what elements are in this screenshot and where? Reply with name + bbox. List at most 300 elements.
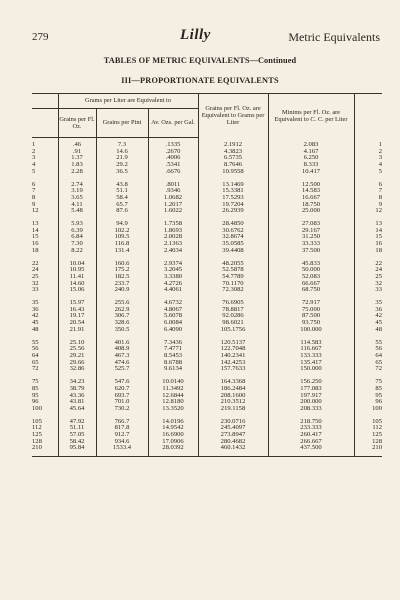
table-body (32, 138, 382, 457)
cell-minims-equiv: 6.250 (268, 155, 354, 162)
cell-grains-pint: 408.9 (96, 346, 148, 353)
cell-av-ozs-gal: .6676 (148, 169, 198, 176)
cell-grains-equiv: 140.2341 (198, 353, 268, 360)
blank-header-left (32, 94, 58, 109)
cell-grains-pint: 306.7 (96, 313, 148, 320)
row-number-left: 56 (32, 345, 39, 353)
cell-grains-fl-oz: 21.91 (58, 327, 96, 334)
cell-grains-pint: 328.6 (96, 320, 148, 327)
cell-minims-equiv: 177.083 (268, 386, 354, 393)
table-row (32, 169, 382, 176)
cell-grains-pint: 766.7 (96, 419, 148, 426)
cell-grains-pint: 160.6 (96, 261, 148, 268)
cell-grains-equiv: 219.1158 (198, 406, 268, 413)
cell-av-ozs-gal: 6.4090 (148, 327, 198, 334)
cell-minims-equiv: 200.000 (268, 399, 354, 406)
cell-grains-equiv: 122.7048 (198, 346, 268, 353)
cell-grains-pint: 1533.4 (96, 445, 148, 452)
table-row (32, 281, 382, 288)
table-row (32, 287, 382, 294)
cell-minims-equiv: 156.250 (268, 379, 354, 386)
cell-av-ozs-gal: 12.8180 (148, 399, 198, 406)
table-row (32, 234, 382, 241)
row-number-right: 18 (354, 248, 382, 255)
cell-minims-equiv: 29.167 (268, 228, 354, 235)
cell-grains-fl-oz: 3.19 (58, 188, 96, 195)
table-row (32, 195, 382, 202)
row-number-left: 105 (32, 417, 42, 425)
row-number-right: 64 (354, 353, 382, 360)
cell-grains-equiv: 78.8817 (198, 307, 268, 314)
cell-minims-equiv: 197.917 (268, 393, 354, 400)
bottom-cell (268, 452, 354, 457)
row-number-left: 35 (32, 299, 39, 307)
cell-minims-equiv: 266.667 (268, 439, 354, 446)
cell-grains-equiv: 72.3082 (198, 287, 268, 294)
cell-minims-equiv: 72.917 (268, 300, 354, 307)
cell-grains-fl-oz: 1.37 (58, 155, 96, 162)
cell-grains-pint: 175.2 (96, 267, 148, 274)
table-row (32, 399, 382, 406)
cell-minims-equiv: 25.000 (268, 208, 354, 215)
cell-grains-pint: 182.5 (96, 274, 148, 281)
cell-grains-fl-oz: 34.23 (58, 379, 96, 386)
cell-grains-fl-oz: 58.42 (58, 439, 96, 446)
cell-grains-fl-oz: 4.11 (58, 202, 96, 209)
cell-minims-equiv: 116.667 (268, 346, 354, 353)
table-row (32, 353, 382, 360)
cell-grains-pint: 474.6 (96, 360, 148, 367)
cell-minims-equiv: 12.500 (268, 182, 354, 189)
cell-minims-equiv: 45.833 (268, 261, 354, 268)
table-row (32, 228, 382, 235)
table-row (32, 241, 382, 248)
cell-minims-equiv: 27.083 (268, 221, 354, 228)
row-number-right: 42 (354, 313, 382, 320)
row-number-left: 85 (32, 384, 39, 392)
cell-av-ozs-gal: 9.6134 (148, 366, 198, 373)
row-number-right: 3 (354, 155, 382, 162)
cell-av-ozs-gal: .5341 (148, 162, 198, 169)
cell-grains-fl-oz: 19.17 (58, 313, 96, 320)
row-number-right: 1 (354, 142, 382, 149)
cell-grains-fl-oz: 29.21 (58, 353, 96, 360)
table-row (32, 202, 382, 209)
cell-grains-pint: 401.6 (96, 340, 148, 347)
row-number-left: 12 (32, 207, 39, 215)
cell-grains-pint: 620.7 (96, 386, 148, 393)
bottom-cell (198, 452, 268, 457)
cell-grains-equiv: 105.1756 (198, 327, 268, 334)
cell-grains-equiv: 157.7633 (198, 366, 268, 373)
cell-minims-equiv: 33.333 (268, 241, 354, 248)
row-number-right: 14 (354, 228, 382, 235)
cell-grains-equiv: 210.3512 (198, 399, 268, 406)
cell-grains-fl-oz: 8.22 (58, 248, 96, 255)
row-number-right: 100 (354, 406, 382, 413)
cell-grains-fl-oz: 51.11 (58, 425, 96, 432)
cell-grains-equiv: 35.0585 (198, 241, 268, 248)
cell-grains-pint: 43.8 (96, 182, 148, 189)
cell-av-ozs-gal: 5.6078 (148, 313, 198, 320)
cell-grains-equiv: 28.4850 (198, 221, 268, 228)
table-row (32, 162, 382, 169)
row-number-right: 8 (354, 195, 382, 202)
row-number-left: 16 (32, 240, 39, 248)
row-number-left: 128 (32, 437, 42, 445)
cell-av-ozs-gal: 4.4061 (148, 287, 198, 294)
table-row (32, 320, 382, 327)
cell-grains-fl-oz: 3.65 (58, 195, 96, 202)
cell-grains-fl-oz: 10.95 (58, 267, 96, 274)
blank-header-left-2 (32, 109, 58, 138)
cell-grains-equiv: 2.1912 (198, 142, 268, 149)
cell-grains-equiv: 6.5735 (198, 155, 268, 162)
cell-grains-equiv: 70.1170 (198, 281, 268, 288)
cell-minims-equiv: 66.667 (268, 281, 354, 288)
cell-av-ozs-gal: 7.3436 (148, 340, 198, 347)
cell-grains-fl-oz: 25.10 (58, 340, 96, 347)
cell-minims-equiv: 133.333 (268, 353, 354, 360)
cell-grains-equiv: 92.0286 (198, 313, 268, 320)
table-main-title: TABLES OF METRIC EQUIVALENTS—Continued (103, 56, 297, 65)
cell-minims-equiv: 14.583 (268, 188, 354, 195)
row-number-right: 9 (354, 202, 382, 209)
cell-grains-equiv: 8.7646 (198, 162, 268, 169)
cell-minims-equiv: 16.667 (268, 195, 354, 202)
cell-grains-pint: 116.8 (96, 241, 148, 248)
cell-av-ozs-gal: 4.2726 (148, 281, 198, 288)
cell-av-ozs-gal: 16.6900 (148, 432, 198, 439)
cell-grains-fl-oz: 14.60 (58, 281, 96, 288)
col-header-grains-pint: Grains per Pint (96, 109, 148, 138)
row-number-left: 100 (32, 404, 42, 412)
cell-av-ozs-gal: 2.9374 (148, 261, 198, 268)
table-row (32, 307, 382, 314)
row-number-right: 12 (354, 208, 382, 215)
cell-grains-pint: 233.7 (96, 281, 148, 288)
cell-grains-pint: 817.8 (96, 425, 148, 432)
table-row (32, 366, 382, 373)
row-number-left: 125 (32, 431, 42, 439)
cell-grains-equiv: 208.1600 (198, 393, 268, 400)
cell-grains-equiv: 10.9558 (198, 169, 268, 176)
bottom-cell (32, 452, 58, 457)
table-row (32, 188, 382, 195)
cell-grains-fl-oz: 5.48 (58, 208, 96, 215)
col-header-av-ozs-gal: Av. Ozs. per Gal. (148, 109, 198, 138)
row-number-left: 65 (32, 358, 39, 366)
row-number-right: 2 (354, 149, 382, 156)
cell-av-ozs-gal: .4006 (148, 155, 198, 162)
table-row (32, 379, 382, 386)
cell-grains-pint: 730.2 (96, 406, 148, 413)
table-row (32, 149, 382, 156)
cell-grains-pint: 912.7 (96, 432, 148, 439)
cell-av-ozs-gal: 1.2017 (148, 202, 198, 209)
table-row (32, 300, 382, 307)
cell-grains-equiv: 30.6762 (198, 228, 268, 235)
row-number-left: 72 (32, 365, 39, 373)
cell-av-ozs-gal: 2.1363 (148, 241, 198, 248)
cell-grains-fl-oz: 11.41 (58, 274, 96, 281)
cell-minims-equiv: 93.750 (268, 320, 354, 327)
table-row (32, 248, 382, 255)
row-number-left: 55 (32, 338, 39, 346)
cell-grains-equiv: 280.4682 (198, 439, 268, 446)
cell-grains-pint: 240.9 (96, 287, 148, 294)
cell-grains-equiv: 4.3823 (198, 149, 268, 156)
row-number-left: 6 (32, 180, 36, 188)
cell-grains-equiv: 54.7789 (198, 274, 268, 281)
cell-av-ozs-gal: .8011 (148, 182, 198, 189)
table-row (32, 208, 382, 215)
cell-grains-fl-oz: 95.84 (58, 445, 96, 452)
cell-av-ozs-gal: 4.8067 (148, 307, 198, 314)
row-number-left: 36 (32, 305, 39, 313)
cell-grains-equiv: 230.0716 (198, 419, 268, 426)
row-number-right: 7 (354, 188, 382, 195)
row-number-left: 45 (32, 319, 39, 327)
cell-grains-fl-oz: 29.66 (58, 360, 96, 367)
cell-grains-pint: 255.6 (96, 300, 148, 307)
cell-minims-equiv: 18.750 (268, 202, 354, 209)
row-number-left: 75 (32, 378, 39, 386)
row-number-right: 125 (354, 432, 382, 439)
cell-grains-fl-oz: 32.86 (58, 366, 96, 373)
bottom-cell (354, 452, 382, 457)
table-row (32, 274, 382, 281)
cell-grains-fl-oz: .91 (58, 149, 96, 156)
row-number-right: 16 (354, 241, 382, 248)
cell-grains-equiv: 48.2055 (198, 261, 268, 268)
cell-grains-fl-oz: 43.36 (58, 393, 96, 400)
cell-minims-equiv: 135.417 (268, 360, 354, 367)
row-number-left: 4 (32, 161, 36, 169)
table-bottom-rule (32, 452, 382, 457)
row-number-right: 75 (354, 379, 382, 386)
table-row (32, 439, 382, 446)
cell-grains-pint: 87.6 (96, 208, 148, 215)
cell-grains-pint: 94.9 (96, 221, 148, 228)
cell-av-ozs-gal: 3.2045 (148, 267, 198, 274)
cell-grains-equiv: 98.6021 (198, 320, 268, 327)
cell-grains-equiv: 32.8674 (198, 234, 268, 241)
table-row (32, 327, 382, 334)
cell-minims-equiv: 150.000 (268, 366, 354, 373)
row-number-left: 24 (32, 266, 39, 274)
row-number-right: 5 (354, 169, 382, 176)
col-header-grains-equiv: Grains per Fl. Oz. are Equivalent to Grams per Liter (198, 94, 268, 138)
cell-grains-equiv: 15.3381 (198, 188, 268, 195)
row-number-right: 33 (354, 287, 382, 294)
cell-minims-equiv: 2.083 (268, 142, 354, 149)
equivalents-table (32, 93, 382, 457)
cell-minims-equiv: 75.000 (268, 307, 354, 314)
cell-av-ozs-gal: .1335 (148, 142, 198, 149)
table-row (32, 445, 382, 452)
cell-av-ozs-gal: 14.9542 (148, 425, 198, 432)
cell-grains-pint: 547.6 (96, 379, 148, 386)
cell-grains-fl-oz: 45.64 (58, 406, 96, 413)
cell-grains-pint: 350.5 (96, 327, 148, 334)
cell-grains-pint: 58.4 (96, 195, 148, 202)
row-number-left: 14 (32, 226, 39, 234)
cell-grains-fl-oz: 16.43 (58, 307, 96, 314)
row-number-right: 128 (354, 439, 382, 446)
cell-grains-equiv: 460.1432 (198, 445, 268, 452)
row-number-right: 24 (354, 267, 382, 274)
cell-grains-equiv: 19.7204 (198, 202, 268, 209)
row-number-left: 32 (32, 279, 39, 287)
cell-grains-pint: 21.9 (96, 155, 148, 162)
cell-av-ozs-gal: .9346 (148, 188, 198, 195)
row-number-right: 96 (354, 399, 382, 406)
cell-av-ozs-gal: 17.0906 (148, 439, 198, 446)
row-number-right: 95 (354, 393, 382, 400)
row-number-left: 7 (32, 187, 36, 195)
table-row (32, 182, 382, 189)
cell-grains-equiv: 26.2939 (198, 208, 268, 215)
row-number-right: 56 (354, 346, 382, 353)
cell-av-ozs-gal: 12.6844 (148, 393, 198, 400)
row-number-right: 15 (354, 234, 382, 241)
cell-grains-fl-oz: 7.30 (58, 241, 96, 248)
row-number-left: 95 (32, 391, 39, 399)
cell-grains-fl-oz: 6.84 (58, 234, 96, 241)
cell-grains-pint: 7.3 (96, 142, 148, 149)
cell-grains-fl-oz: 10.04 (58, 261, 96, 268)
cell-grains-fl-oz: 47.92 (58, 419, 96, 426)
col-header-minims-equiv: Minims per Fl. Oz. are Equivalent to C. C. per Liter (268, 94, 354, 138)
cell-av-ozs-gal: 10.0140 (148, 379, 198, 386)
cell-minims-equiv: 52.083 (268, 274, 354, 281)
bottom-cell (58, 452, 96, 457)
cell-grains-pint: 36.5 (96, 169, 148, 176)
cell-grains-pint: 701.0 (96, 399, 148, 406)
table-row (32, 340, 382, 347)
cell-grains-pint: 102.2 (96, 228, 148, 235)
table-row (32, 155, 382, 162)
cell-minims-equiv: 10.417 (268, 169, 354, 176)
table-row (32, 346, 382, 353)
table-row (32, 393, 382, 400)
cell-av-ozs-gal: 11.3492 (148, 386, 198, 393)
table-row (32, 313, 382, 320)
cell-av-ozs-gal: 2.4034 (148, 248, 198, 255)
cell-grains-equiv: 17.5293 (198, 195, 268, 202)
table-row (32, 360, 382, 367)
row-number-right: 13 (354, 221, 382, 228)
cell-grains-fl-oz: 43.81 (58, 399, 96, 406)
row-number-left: 64 (32, 351, 39, 359)
row-number-left: 15 (32, 233, 39, 241)
cell-grains-fl-oz: 5.93 (58, 221, 96, 228)
table-row (32, 432, 382, 439)
cell-minims-equiv: 4.167 (268, 149, 354, 156)
cell-grains-equiv: 120.5137 (198, 340, 268, 347)
cell-grains-fl-oz: 2.28 (58, 169, 96, 176)
row-number-left: 48 (32, 325, 39, 333)
section-title: Metric Equivalents (288, 30, 380, 44)
cell-grains-pint: 65.7 (96, 202, 148, 209)
row-number-left: 25 (32, 272, 39, 280)
cell-grains-fl-oz: 15.06 (58, 287, 96, 294)
table-row (32, 406, 382, 413)
row-number-left: 1 (32, 141, 36, 148)
row-number-left: 112 (32, 424, 42, 432)
cell-av-ozs-gal: 1.7358 (148, 221, 198, 228)
row-number-left: 42 (32, 312, 39, 320)
cell-av-ozs-gal: 6.0084 (148, 320, 198, 327)
row-number-left: 96 (32, 398, 39, 406)
cell-minims-equiv: 100.000 (268, 327, 354, 334)
cell-grains-pint: 693.7 (96, 393, 148, 400)
cell-grains-pint: 262.9 (96, 307, 148, 314)
cell-av-ozs-gal: 8.5453 (148, 353, 198, 360)
cell-grains-pint: 14.6 (96, 149, 148, 156)
row-number-left: 2 (32, 147, 36, 155)
cell-grains-pint: 934.6 (96, 439, 148, 446)
page-number: 279 (32, 31, 49, 43)
row-number-right: 6 (354, 182, 382, 189)
row-number-right: 22 (354, 261, 382, 268)
lilly-logo: Lilly (180, 27, 211, 43)
row-number-right: 45 (354, 320, 382, 327)
cell-grains-pint: 29.2 (96, 162, 148, 169)
row-number-left: 5 (32, 167, 36, 175)
row-number-right: 105 (354, 419, 382, 426)
cell-grains-equiv: 52.5878 (198, 267, 268, 274)
cell-grains-equiv: 273.8947 (198, 432, 268, 439)
cell-grains-fl-oz: .46 (58, 142, 96, 149)
cell-av-ozs-gal: 8.6788 (148, 360, 198, 367)
cell-grains-fl-oz: 25.56 (58, 346, 96, 353)
row-number-right: 65 (354, 360, 382, 367)
row-number-right: 36 (354, 307, 382, 314)
cell-grains-equiv: 39.4408 (198, 248, 268, 255)
cell-minims-equiv: 437.500 (268, 445, 354, 452)
row-number-right: 25 (354, 274, 382, 281)
cell-grains-fl-oz: 57.05 (58, 432, 96, 439)
row-number-right: 4 (354, 162, 382, 169)
cell-grains-equiv: 186.2484 (198, 386, 268, 393)
row-number-right: 85 (354, 386, 382, 393)
cell-av-ozs-gal: 2.0028 (148, 234, 198, 241)
cell-minims-equiv: 68.750 (268, 287, 354, 294)
cell-minims-equiv: 208.333 (268, 406, 354, 413)
row-number-right: 72 (354, 366, 382, 373)
cell-grains-pint: 51.1 (96, 188, 148, 195)
cell-minims-equiv: 114.583 (268, 340, 354, 347)
table-row (32, 221, 382, 228)
cell-av-ozs-gal: 1.6022 (148, 208, 198, 215)
cell-grains-pint: 109.5 (96, 234, 148, 241)
row-number-left: 13 (32, 220, 39, 228)
row-number-right: 32 (354, 281, 382, 288)
table-row (32, 386, 382, 393)
cell-minims-equiv: 218.750 (268, 419, 354, 426)
cell-av-ozs-gal: 1.0682 (148, 195, 198, 202)
row-number-left: 210 (32, 444, 42, 452)
cell-av-ozs-gal: 14.0196 (148, 419, 198, 426)
row-number-left: 9 (32, 200, 36, 208)
cell-av-ozs-gal: 1.8693 (148, 228, 198, 235)
row-number-right: 112 (354, 425, 382, 432)
cell-grains-pint: 131.4 (96, 248, 148, 255)
row-number-left: 33 (32, 286, 39, 294)
cell-av-ozs-gal: 13.3520 (148, 406, 198, 413)
